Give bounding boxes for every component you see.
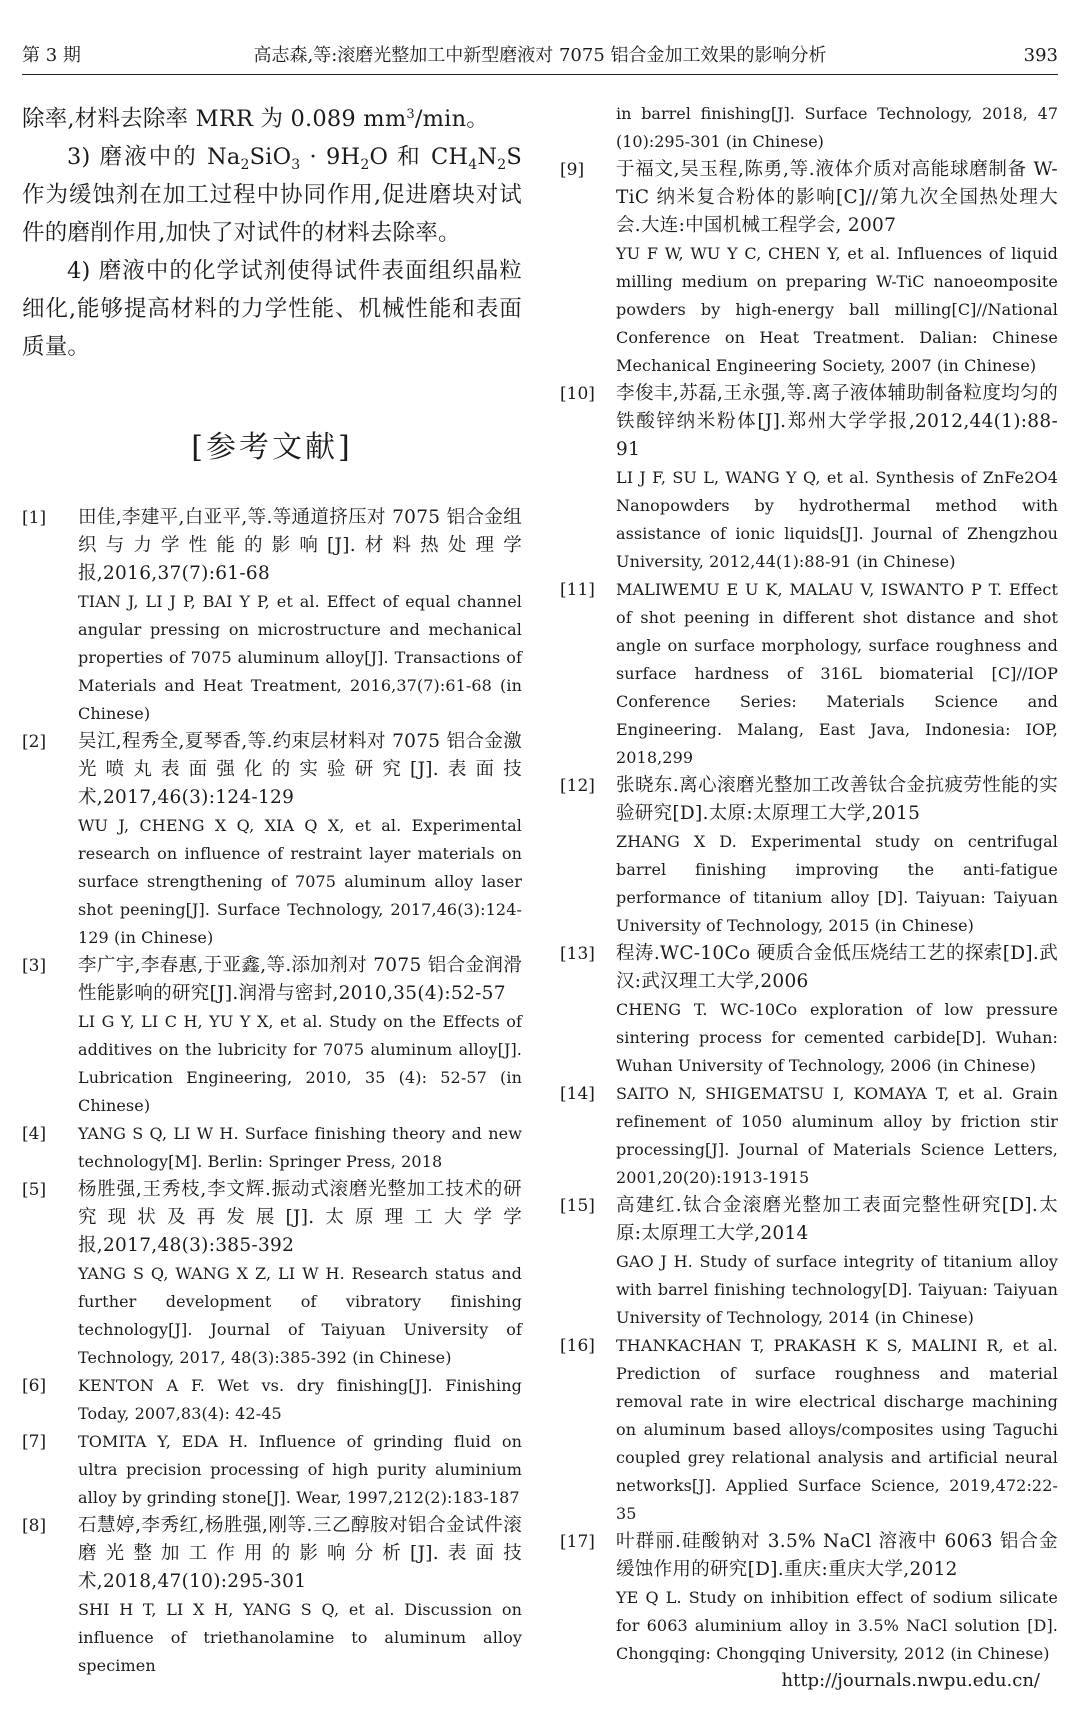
reference-content <box>616 1080 1058 1192</box>
reference-english-citation: SHI H T, LI X H, YANG S Q, et al. Discussion on influence of triethanolamine to aluminum alloy specimen <box>78 1600 522 1675</box>
reference-content <box>78 952 522 1120</box>
reference-chinese-citation: 于福文,吴玉程,陈勇,等.液体介质对高能球磨制备 W-TiC 纳米复合粉体的影响[C]//第九次全国热处理大会.大连:中国机械工程学会, 2007 <box>616 159 1058 236</box>
reference-english-citation: LI J F, SU L, WANG Y Q, et al. Synthesis of ZnFe2O4 Nanopowders by hydrothermal method with assistance of ionic liquids[J]. Journal of Zhengzhou University, 2012,44(1):88-91 (in Chinese) <box>616 468 1058 571</box>
reference-entry <box>560 1080 1058 1192</box>
reference-content <box>78 1372 522 1428</box>
references-heading: [参考文献] <box>191 430 353 465</box>
reference-english-citation: YANG S Q, WANG X Z, LI W H. Research status and further development of vibratory finishing technology[J]. Journal of Taiyuan University of Technology, 2017, 48(3):385-392 (in Chinese) <box>78 1264 522 1367</box>
reference-english-citation: ZHANG X D. Experimental study on centrifugal barrel finishing improving the anti-fatigue performance of titanium alloy [D]. Taiyuan: Taiyuan University of Technology, 2015 (in Chinese) <box>616 832 1058 935</box>
left-column <box>22 100 522 1680</box>
right-column <box>560 100 1058 1668</box>
running-title: 高志森,等:滚磨光整加工中新型磨液对 7075 铝合金加工效果的影响分析 <box>253 45 827 66</box>
reference-8-continuation: in barrel finishing[J]. Surface Technology, 2018, 47 (10):295-301 (in Chinese) <box>616 104 1058 151</box>
reference-entry <box>22 504 522 728</box>
reference-chinese-citation: 高建红.钛合金滚磨光整加工表面完整性研究[D].太原:太原理工大学,2014 <box>616 1195 1058 1244</box>
reference-chinese-citation: 程涛.WC-10Co 硬质合金低压烧结工艺的探索[D].武汉:武汉理工大学,2006 <box>616 943 1058 992</box>
reference-number: [1] <box>22 508 47 528</box>
reference-english-citation: YE Q L. Study on inhibition effect of sodium silicate for 6063 aluminium alloy in 3.5% NaCl solution [D]. Chongqing: Chongqing University, 2012 (in Chinese) <box>616 1588 1058 1663</box>
reference-entry <box>560 772 1058 940</box>
reference-content <box>78 1512 522 1680</box>
reference-english-citation: WU J, CHENG X Q, XIA Q X, et al. Experimental research on influence of restraint layer materials on surface strengthening of 7075 aluminum alloy laser shot peening[J]. Surface Technology, 2017,46(3):124-129 (in Chinese) <box>78 816 522 947</box>
reference-english-citation: THANKACHAN T, PRAKASH K S, MALINI R, et al. Prediction of surface roughness and material removal rate in wire electrical discharge machining on aluminum based alloys/composites using Taguchi coupled grey relational analysis and artificial neural networks[J]. Applied Surface Science, 2019,472:22-35 <box>616 1336 1058 1523</box>
reference-content <box>616 576 1058 772</box>
reference-number: [15] <box>560 1196 595 1216</box>
reference-content <box>78 1428 522 1512</box>
reference-content <box>78 1120 522 1176</box>
reference-content <box>616 1192 1058 1332</box>
reference-english-citation: CHENG T. WC-10Co exploration of low pressure sintering process for cemented carbide[D]. Wuhan: Wuhan University of Technology, 2006 (in Chinese) <box>616 1000 1058 1075</box>
reference-entry <box>22 952 522 1120</box>
reference-content <box>616 772 1058 940</box>
reference-entry <box>22 1120 522 1176</box>
reference-chinese-citation: 杨胜强,王秀枝,李文辉.振动式滚磨光整加工技术的研究现状及再发展[J].太原理工大学学报,2017,48(3):385-392 <box>78 1179 522 1256</box>
reference-chinese-citation: 田佳,李建平,白亚平,等.等通道挤压对 7075 铝合金组织与力学性能的影响[J].材料热处理学报,2016,37(7):61-68 <box>78 507 522 584</box>
reference-number: [11] <box>560 580 595 600</box>
reference-content <box>78 728 522 952</box>
reference-number: [13] <box>560 944 595 964</box>
reference-entry <box>560 380 1058 576</box>
reference-chinese-citation: 石慧婷,李秀红,杨胜强,刚等.三乙醇胺对铝合金试件滚磨光整加工作用的影响分析[J].表面技术,2018,47(10):295-301 <box>78 1515 522 1592</box>
reference-number: [7] <box>22 1432 47 1452</box>
reference-english-citation: SAITO N, SHIGEMATSU I, KOMAYA T, et al. Grain refinement of 1050 aluminum alloy by friction stir processing[J]. Journal of Materials Science Letters, 2001,20(20):1913-1915 <box>616 1084 1058 1187</box>
reference-number: [2] <box>22 732 47 752</box>
reference-number: [4] <box>22 1124 47 1144</box>
reference-entry <box>560 576 1058 772</box>
reference-number: [17] <box>560 1532 595 1552</box>
reference-english-citation: MALIWEMU E U K, MALAU V, ISWANTO P T. Effect of shot peening in different shot distance and shot angle on surface morphology, surface roughness and surface hardness of 316L biomaterial [C]//IOP Conference Series: Materials Science and Engineering. Malang, East Java, Indonesia: IOP, 2018,299 <box>616 580 1058 767</box>
reference-entry <box>22 1512 522 1680</box>
reference-content <box>616 1528 1058 1668</box>
reference-english-citation: LI G Y, LI C H, YU Y X, et al. Study on the Effects of additives on the lubricity for 7075 aluminum alloy[J]. Lubrication Engineering, 2010, 35 (4): 52-57 (in Chinese) <box>78 1012 522 1115</box>
references-list-left <box>22 504 522 1680</box>
reference-number: [5] <box>22 1180 47 1200</box>
reference-number: [16] <box>560 1336 595 1356</box>
footer-url[interactable]: http://journals.nwpu.edu.cn/ <box>781 1670 1040 1691</box>
reference-number: [14] <box>560 1084 595 1104</box>
references-list-right <box>560 156 1058 1668</box>
reference-entry <box>560 1332 1058 1528</box>
reference-content <box>616 380 1058 576</box>
reference-content <box>616 1332 1058 1528</box>
issue-label: 第 3 期 <box>22 45 81 66</box>
reference-english-citation: TIAN J, LI J P, BAI Y P, et al. Effect of equal channel angular pressing on microstructure and mechanical properties of 7075 aluminum alloy[J]. Transactions of Materials and Heat Treatment, 2016,37(7):61-68 (in Chinese) <box>78 592 522 723</box>
reference-number: [12] <box>560 776 595 796</box>
reference-entry <box>560 940 1058 1080</box>
reference-english-citation: YANG S Q, LI W H. Surface finishing theory and new technology[M]. Berlin: Springer Press, 2018 <box>78 1124 522 1171</box>
reference-english-citation: KENTON A F. Wet vs. dry finishing[J]. Finishing Today, 2007,83(4): 42-45 <box>78 1376 522 1423</box>
reference-number: [8] <box>22 1516 47 1536</box>
page-number: 393 <box>1023 45 1058 66</box>
conclusion-item-3: 3) 磨液中的 $Na_2SiO_3 \cdot 9H_2O$ 和 $CH_4N_2S$ 作为缓蚀剂在加工过程中协同作用,促进磨块对试件的磨削作用,加快了对试件的材料去除率。 <box>22 144 522 246</box>
reference-chinese-citation: 吴江,程秀全,夏琴香,等.约束层材料对 7075 铝合金激光喷丸表面强化的实验研究[J].表面技术,2017,46(3):124-129 <box>78 731 522 808</box>
reference-english-citation: GAO J H. Study of surface integrity of titanium alloy with barrel finishing technology[D]. Taiyuan: Taiyuan University of Technology, 2014 (in Chinese) <box>616 1252 1058 1327</box>
reference-entry <box>560 156 1058 380</box>
reference-content <box>78 1176 522 1372</box>
conclusion-item-4: 4) 磨液中的化学试剂使得试件表面组织晶粒细化,能够提高材料的力学性能、机械性能和表面质量。 <box>22 258 522 360</box>
reference-entry <box>22 1176 522 1372</box>
reference-entry <box>22 1428 522 1512</box>
reference-content <box>78 504 522 728</box>
reference-english-citation: TOMITA Y, EDA H. Influence of grinding fluid on ultra precision processing of high purity aluminium alloy by grinding stone[J]. Wear, 1997,212(2):183-187 <box>78 1432 522 1507</box>
reference-chinese-citation: 李俊丰,苏磊,王永强,等.离子液体辅助制备粒度均匀的铁酸锌纳米粉体[J].郑州大学学报,2012,44(1):88-91 <box>616 383 1058 460</box>
page-header <box>22 44 1058 75</box>
reference-content <box>616 940 1058 1080</box>
reference-content <box>616 156 1058 380</box>
reference-chinese-citation: 张晓东.离心滚磨光整加工改善钛合金抗疲劳性能的实验研究[D].太原:太原理工大学,2015 <box>616 775 1058 824</box>
reference-entry <box>560 1528 1058 1668</box>
reference-number: [10] <box>560 384 595 404</box>
reference-entry <box>22 728 522 952</box>
reference-entry <box>560 1192 1058 1332</box>
reference-english-citation: YU F W, WU Y C, CHEN Y, et al. Influences of liquid milling medium on preparing W-TiC nanoeomposite powders by high-energy ball milling[C]//National Conference on Heat Treatment. Dalian: Chinese Mechanical Engineering Society, 2007 (in Chinese) <box>616 244 1058 375</box>
reference-number: [6] <box>22 1376 47 1396</box>
reference-number: [9] <box>560 160 585 180</box>
reference-number: [3] <box>22 956 47 976</box>
reference-chinese-citation: 李广宇,李春惠,于亚鑫,等.添加剂对 7075 铝合金润滑性能影响的研究[J].润滑与密封,2010,35(4):52-57 <box>78 955 522 1004</box>
conclusion-paragraph-end: 除率,材料去除率 MRR 为 0.089 $mm^3/\min$。 <box>22 106 489 132</box>
reference-chinese-citation: 叶群丽.硅酸钠对 3.5% NaCl 溶液中 6063 铝合金缓蚀作用的研究[D].重庆:重庆大学,2012 <box>616 1531 1058 1580</box>
reference-entry <box>22 1372 522 1428</box>
